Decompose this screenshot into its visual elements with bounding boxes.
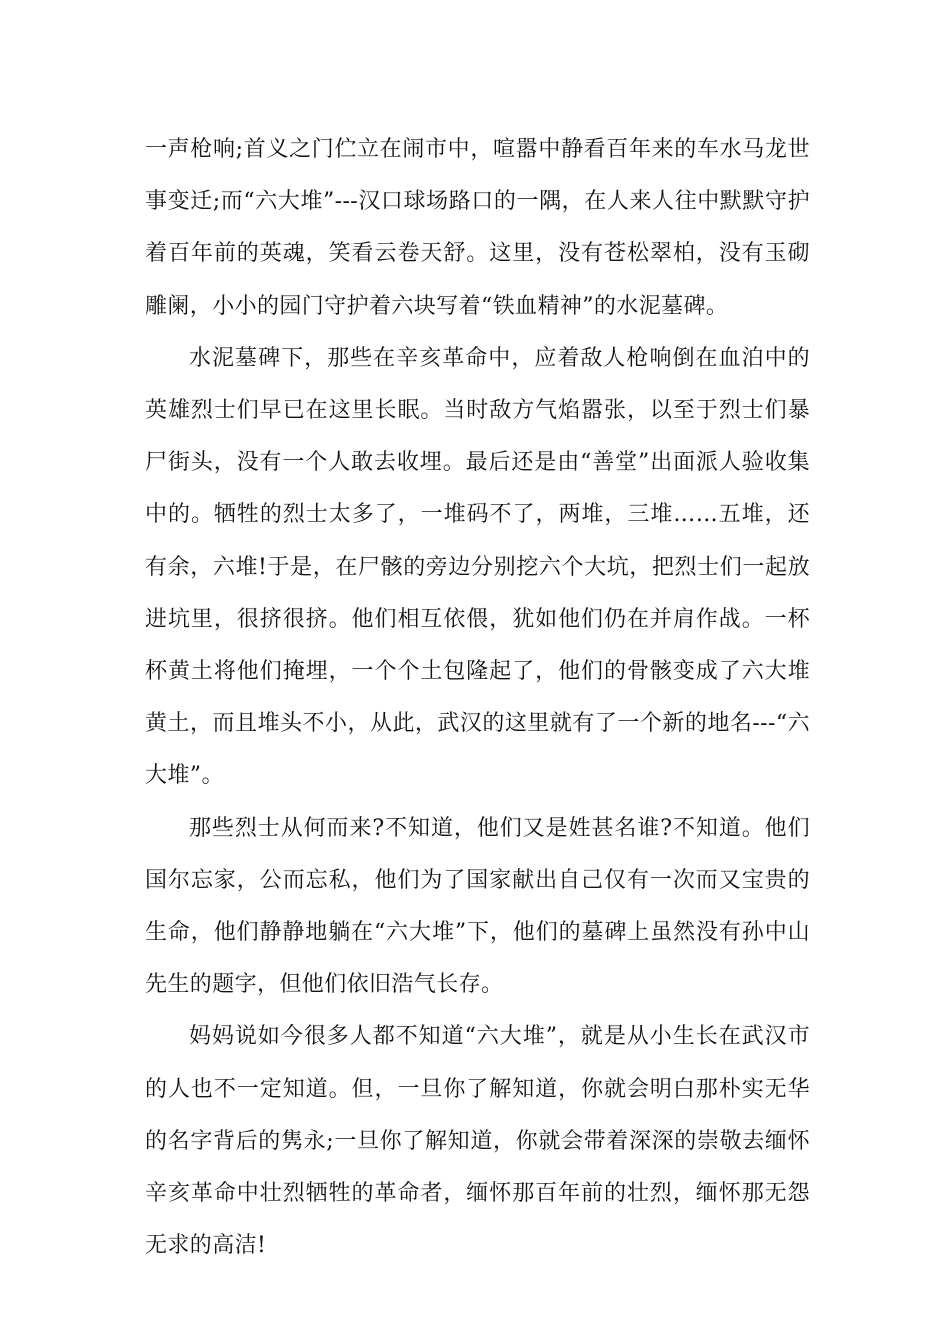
paragraph-2: 水泥墓碑下，那些在辛亥革命中，应着敌人枪响倒在血泊中的英雄烈士们早已在这里长眠。当时敌方气焰嚣张，以至于烈士们暴尸街头，没有一个人敢去收埋。最后还是由“善堂”出面派人验收集中的。牺牲的烈士太多了，一堆码不了，两堆，三堆……五堆，还有余，六堆!于是，在尸骸的旁边分别挖六个大坑，把烈士们一起放进坑里，很挤很挤。他们相互依偎，犹如他们仍在并肩作战。一杯杯黄土将他们掩埋，一个个土包隆起了，他们的骨骸变成了六大堆黄土，而且堆头不小，从此，武汉的这里就有了一个新的地名---“六大堆”。 bbox=[145, 345, 810, 789]
document-body bbox=[145, 124, 810, 1272]
paragraph-1: 一声枪响;首义之门伫立在闹市中，喧嚣中静看百年来的车水马龙世事变迁;而“六大堆”---汉口球场路口的一隅，在人来人往中默默守护着百年前的英魂，笑看云卷天舒。这里，没有苍松翠柏，没有玉砌雕阑，小小的园门守护着六块写着“铁血精神”的水泥墓碑。 bbox=[145, 137, 810, 319]
paragraph-3: 那些烈士从何而来?不知道，他们又是姓甚名谁?不知道。他们国尔忘家，公而忘私，他们为了国家献出自己仅有一次而又宝贵的生命，他们静静地躺在“六大堆”下，他们的墓碑上虽然没有孙中山先生的题字，但他们依旧浩气长存。 bbox=[145, 815, 810, 998]
paragraph-4: 妈妈说如今很多人都不知道“六大堆”，就是从小生长在武汉市的人也不一定知道。但，一旦你了解知道，你就会明白那朴实无华的名字背后的隽永;一旦你了解知道，你就会带着深深的崇敬去缅怀辛亥革命中壮烈牺牲的革命者，缅怀那百年前的壮烈，缅怀那无怨无求的高洁! bbox=[145, 1024, 810, 1259]
